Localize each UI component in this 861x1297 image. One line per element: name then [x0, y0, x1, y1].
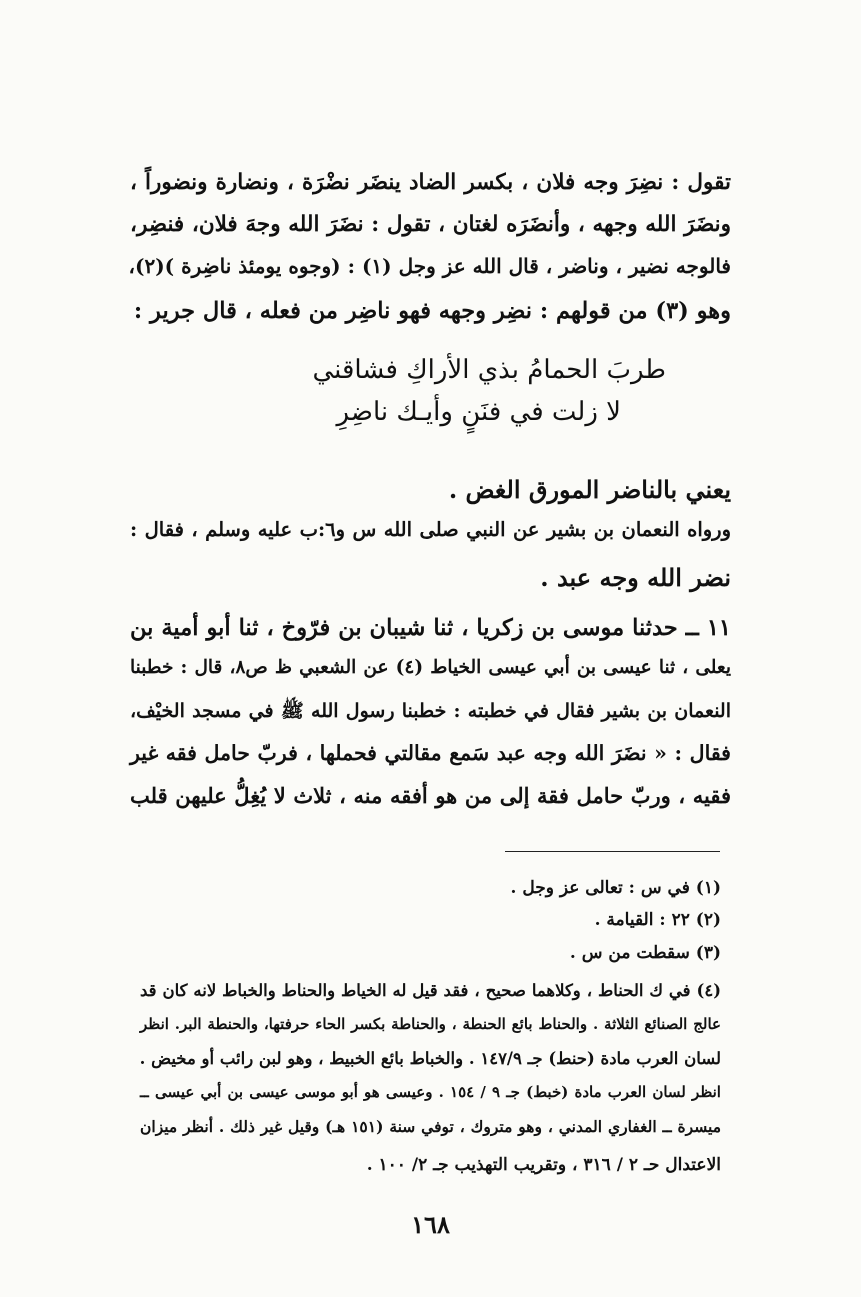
footnote-4-line-6: الاعتدال حـ ٢ / ٣١٦ ، وتقريب التهذيب جـ ٢/ ١٠٠ .	[366, 1155, 721, 1175]
footnote-4-line-1: (٤) في ك الحناط ، وكلاهما صحيح ، فقد قيل له الخياط والحناط والخباط لانه كان قد	[140, 981, 721, 1000]
body-line-5: يعني بالناضر المورق الغض .	[448, 475, 731, 504]
hadith-line-3: النعمان بن بشير فقال في خطبته : خطبنا رسول الله ﷺ في مسجد الخيْف،	[130, 700, 731, 722]
poem-verse-1: طربَ الحمامُ بذي الأراكِ فشاقني	[312, 355, 666, 385]
hadith-line-5: فقيه ، وربّ حامل فقة إلى من هو أفقه منه ، ثلاث لا يُغِلُّ عليهن قلب	[130, 783, 731, 808]
footnote-2: (٢) ٢٢ : القيامة .	[594, 910, 721, 930]
footnote-1: (١) في س : تعالى عز وجل .	[510, 878, 721, 898]
footnote-3: (٣) سقطت من س .	[569, 943, 721, 963]
body-line-4: وهو (٣) من قولهم : نضِر وجهه فهو ناضِر من فعله ، قال جرير :	[133, 298, 731, 324]
footnote-4-line-5: ميسرة ــ الغفاري المدني ، وهو متروك ، توفي سنة (١٥١ هـ) وقيل غير ذلك . أنظر ميزان	[140, 1117, 721, 1136]
body-line-2: ونضَرَ الله وجهه ، وأنضَرَه لغتان ، تقول : نضَرَ الله وجهَ فلان، فنضِر،	[130, 212, 731, 237]
body-line-3: فالوجه نضير ، وناضر ، قال الله عز وجل (١) : (وجوه يومئذ ناضِرة )(٢)،	[128, 254, 731, 278]
poem-verse-2: لا زلت في فنَنٍ وأيـك ناضِرِ	[336, 397, 621, 427]
hadith-line-2: يعلى ، ثنا عيسى بن أبي عيسى الخياط (٤) عن الشعبي ظ ص٨، قال : خطبنا	[130, 657, 731, 678]
hadith-line-4: فقال : « نضَرَ الله وجه عبد سَمع مقالتي فحملها ، فربّ حامل فقه غير	[130, 741, 731, 765]
page-number: ١٦٨	[411, 1210, 450, 1239]
footnote-4-line-2: عالج الصنائع الثلاثة . والحناط بائع الحنطة ، والحناطة بكسر الحاء حرفتها، والحنطة البر. انظر	[140, 1015, 721, 1033]
footnote-separator	[505, 851, 720, 852]
footnote-4-line-4: انظر لسان العرب مادة (خبط) جـ ٩ / ١٥٤ . وعيسى هو أبو موسى عيسى بن أبي عيسى ــ	[140, 1083, 721, 1101]
footnote-4-line-3: لسان العرب مادة (حنط) جـ ١٤٧/٩ . والخباط بائع الخبيط ، وهو لبن رائب أو مخيض .	[139, 1049, 721, 1068]
hadith-line-1: ١١ ــ حدثنا موسى بن زكريا ، ثنا شيبان بن فرّوخ ، ثنا أبو أمية بن	[130, 615, 731, 641]
body-line-6: ورواه النعمان بن بشير عن النبي صلى الله س و٦:ب عليه وسلم ، فقال :	[130, 518, 732, 541]
body-line-1: تقول : نضِرَ وجه فلان ، بكسر الضاد ينضَر نضْرَة ، ونضارة ونضوراً ،	[130, 170, 731, 195]
body-line-7: نضر الله وجه عبد .	[540, 563, 731, 592]
